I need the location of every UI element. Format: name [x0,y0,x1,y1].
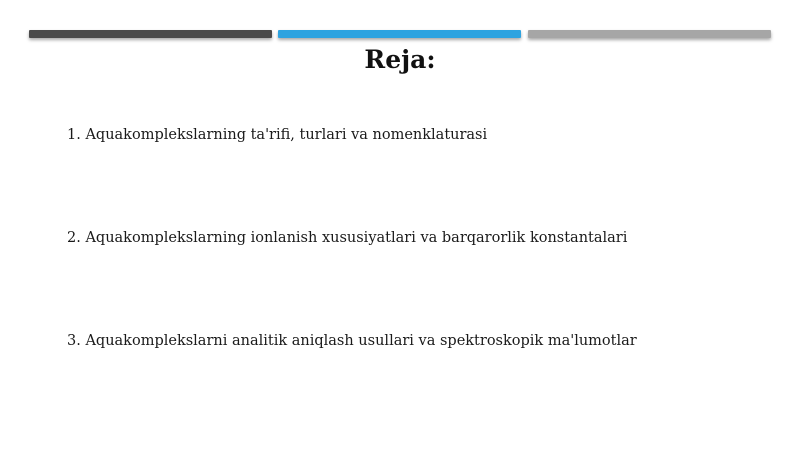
plan-item: 2. Aquakomplekslarning ionlanish xususiyatlari va barqarorlik konstantalari [67,230,628,246]
accent-bar-gray [528,30,771,38]
header-accent-bars [29,30,771,38]
accent-bar-dark [29,30,272,38]
plan-item: 3. Aquakomplekslarni analitik aniqlash usullari va spektroskopik ma'lumotlar [67,333,637,349]
slide-title: Reja: [364,45,436,74]
plan-item: 1. Aquakomplekslarning ta'rifi, turlari va nomenklaturasi [67,127,488,143]
accent-bar-blue [278,30,521,38]
